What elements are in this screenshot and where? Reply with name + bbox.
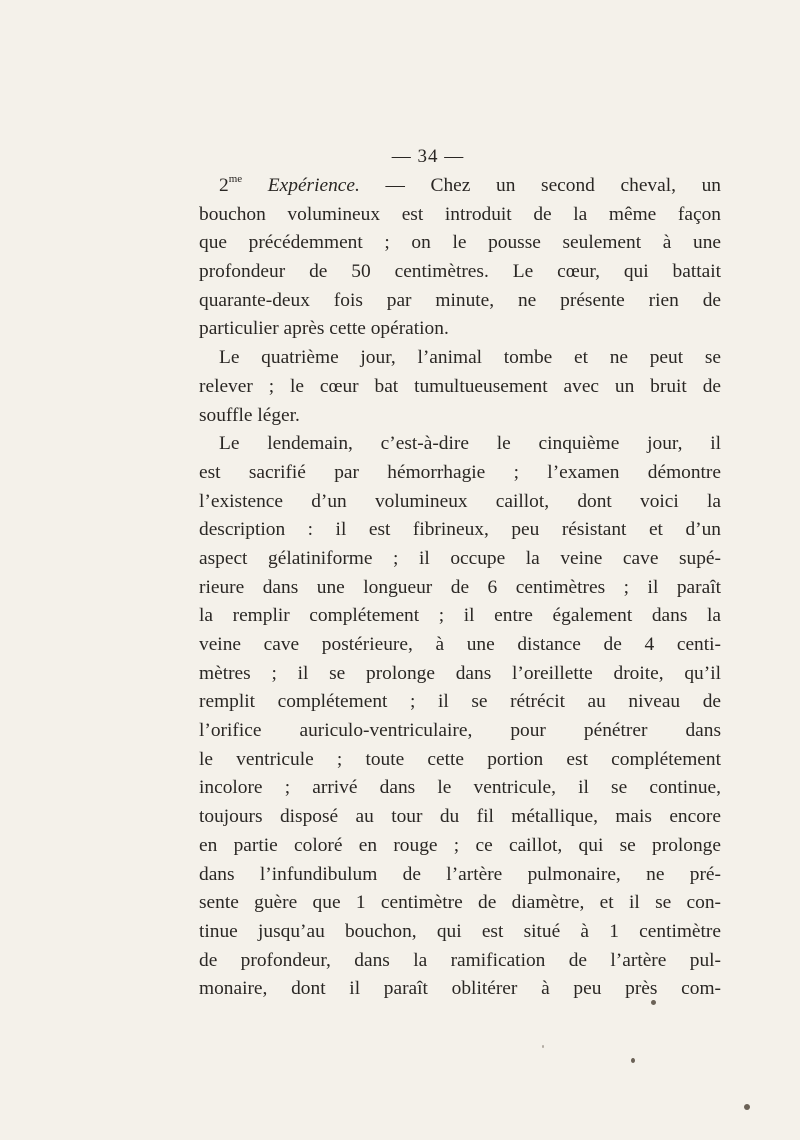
paragraph-3-line: rieure dans une longueur de 6 centimètres ; il paraît [199, 576, 721, 598]
paragraph-3-line: le ventricule ; toute cette portion est complétement [199, 748, 721, 770]
paragraph-3-line: description : il est fibrineux, peu résistant et d’un [199, 519, 721, 541]
paragraph-3-line: sente guère que 1 centimètre de diamètre, et il se con- [199, 892, 721, 914]
paragraph-3-line: toujours disposé au tour du fil métallique, mais encore [199, 806, 721, 828]
paragraph-2-line: Le quatrième jour, l’animal tombe et ne peut se [219, 347, 721, 369]
paper-speck [542, 1045, 544, 1048]
paper-speck [744, 1104, 750, 1110]
paragraph-3-line: tinue jusqu’au bouchon, qui est situé à 1 centimètre [199, 920, 721, 942]
paragraph-1-line: profondeur de 50 centimètres. Le cœur, qui battait [199, 261, 721, 283]
paragraph-3-line: est sacrifié par hémorrhagie ; l’examen démontre [199, 461, 721, 483]
paragraph-1-line: que précédemment ; on le pousse seulement à une [199, 232, 721, 254]
paragraph-3-line: dans l’infundibulum de l’artère pulmonaire, ne pré- [199, 863, 721, 885]
paragraph-3-line: de profondeur, dans la ramification de l’artère pul- [199, 949, 721, 971]
paragraph-3-line: la remplir complétement ; il entre également dans la [199, 605, 721, 627]
experiment-ordinal-suffix: me [228, 173, 243, 185]
paragraph-3-line: incolore ; arrivé dans le ventricule, il se continue, [199, 777, 721, 799]
paragraph-3-line: en partie coloré en rouge ; ce caillot, qui se prolonge [199, 834, 721, 856]
paragraph-1-line: particulier après cette opération. [199, 318, 449, 340]
body-text [199, 172, 721, 1004]
page-number: — 34 — [391, 146, 465, 167]
paragraph-1-line-1 [199, 172, 721, 201]
paragraph-3-line: aspect gélatiniforme ; il occupe la veine cave supé- [199, 547, 721, 569]
paragraph-1-line: quarante-deux fois par minute, ne présente rien de [199, 289, 721, 311]
paragraph-3-line: veine cave postérieure, à une distance de 4 centi- [199, 634, 721, 655]
paper-speck [651, 1000, 656, 1005]
paragraph-2-line: souffle léger. [199, 404, 300, 426]
experiment-heading: Expérience. [267, 175, 360, 196]
paragraph-3-line: remplit complétement ; il se rétrécit au niveau de [199, 691, 721, 713]
paragraph-1-line: bouchon volumineux est introduit de la même façon [199, 203, 721, 225]
paragraph-2-line: relever ; le cœur bat tumultueusement avec un bruit de [199, 375, 721, 397]
paragraph-3-line: l’existence d’un volumineux caillot, dont voici la [199, 490, 721, 512]
paper-speck [631, 1058, 635, 1063]
paragraph-3-line: monaire, dont il paraît oblitérer à peu près com- [199, 978, 721, 1000]
paragraph-3-line: mètres ; il se prolonge dans l’oreillette droite, qu’il [199, 662, 721, 684]
paragraph-3-line: Le lendemain, c’est-à-dire le cinquième jour, il [219, 433, 721, 455]
experiment-number: 2 [219, 175, 229, 196]
paragraph-3-line: l’orifice auriculo-ventriculaire, pour pénétrer dans [199, 720, 721, 742]
paragraph-1-line-1-text: — Chez un second cheval, un [359, 175, 721, 196]
